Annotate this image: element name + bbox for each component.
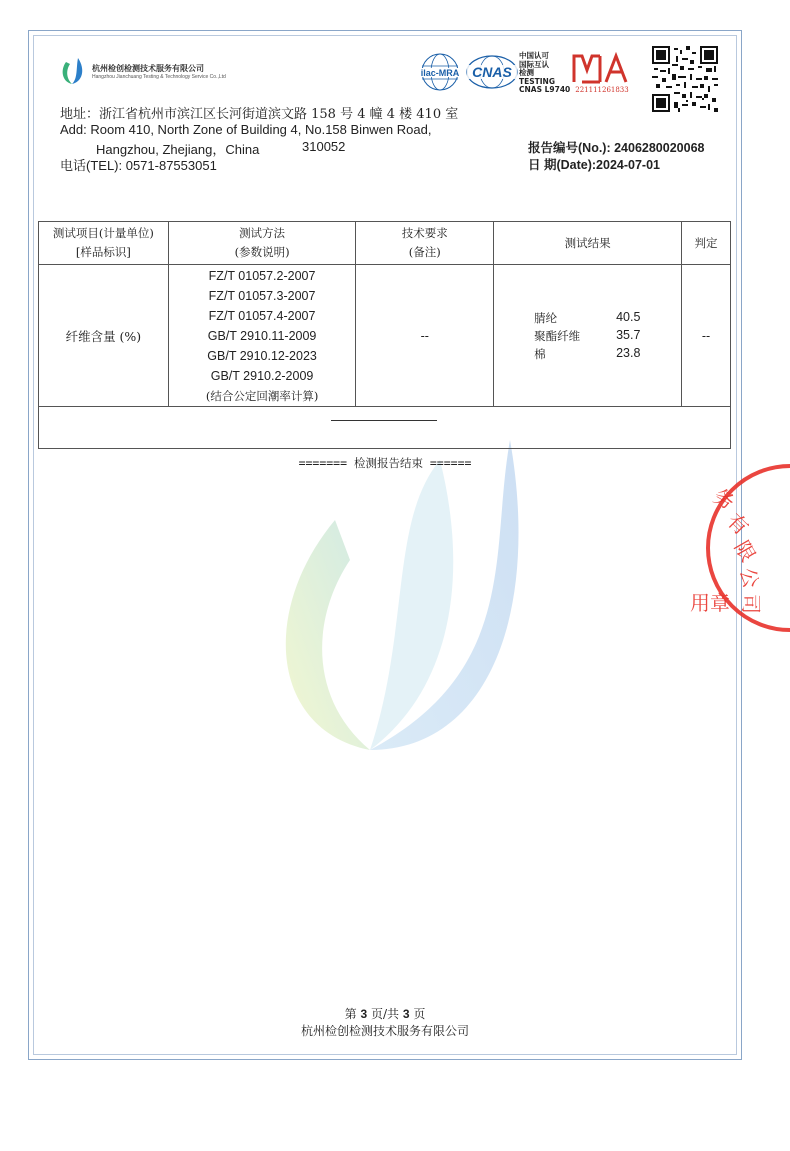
header-requirement: 技术要求 (备注)	[356, 222, 494, 265]
cnas-accreditation-text: 中国认可 国际互认 检测 TESTING CNAS L9740	[519, 51, 571, 94]
header-method: 测试方法 (参数说明)	[168, 222, 356, 265]
table-row	[39, 265, 731, 407]
report-end-text: ======= 检测报告结束 ======	[298, 456, 472, 470]
zip-code: 310052	[302, 139, 346, 154]
cell-requirement: --	[356, 265, 494, 407]
end-divider	[331, 420, 437, 421]
cell-results: 腈纶 40.5 聚酯纤维 35.7 棉 23.8	[494, 265, 682, 407]
address-cn: 地址：浙江省杭州市滨江区长河街道滨文路 158 号 4 幢 4 楼 410 室	[60, 107, 459, 122]
header-item: 测试项目(计量单位) [样品标识]	[39, 222, 169, 265]
header-judgement: 判定	[682, 222, 731, 265]
qr-code-icon[interactable]	[652, 46, 718, 112]
cma-logo	[570, 52, 632, 86]
header-result: 测试结果	[494, 222, 682, 265]
cnas-logo	[466, 55, 518, 89]
svg-text:务: 务	[709, 483, 739, 515]
page-number: 第 3 页/共 3 页	[344, 1007, 426, 1021]
svg-text:司: 司	[739, 594, 763, 614]
footer-company-name: 杭州检创检测技术服务有限公司	[300, 1024, 469, 1038]
cell-judgement: --	[682, 265, 731, 407]
svg-text:有: 有	[722, 508, 754, 540]
address-en-line1: Add: Room 410, North Zone of Building 4, No.158 Binwen Road,	[60, 122, 432, 137]
svg-text:公: 公	[735, 565, 764, 591]
results-table	[38, 221, 731, 449]
cma-code: 221111261833	[575, 86, 629, 94]
cell-item: 纤维含量 (%)	[39, 265, 169, 407]
report-number: 报告编号(No.): 2406280020068	[528, 141, 705, 155]
company-name-en: Hangzhou Jianchuang Testing & Technology Service Co.,Ltd	[92, 74, 226, 80]
table-row-empty	[39, 407, 731, 449]
ilac-label: ilac-MRA	[420, 68, 460, 78]
table-header-row	[39, 222, 731, 265]
address-en-line2: Hangzhou, Zhejiang，China	[96, 142, 260, 157]
company-seal-stamp	[660, 460, 790, 635]
company-logo-icon	[58, 56, 88, 86]
telephone: 电话(TEL): 0571-87553051	[60, 158, 217, 173]
watermark-logo	[240, 430, 540, 760]
cell-methods: FZ/T 01057.2-2007 FZ/T 01057.3-2007 FZ/T 01057.4-2007 GB/T 2910.11-2009 GB/T 2910.12-2023 GB/T 2910.2-2009 (结合公定回潮率计算)	[168, 265, 356, 407]
report-date: 日 期(Date):2024-07-01	[528, 158, 660, 172]
cnas-logo-text: CNAS	[472, 64, 512, 80]
ilac-mra-logo	[417, 52, 463, 92]
cell-empty	[39, 407, 731, 449]
company-name-cn: 杭州检创检测技术服务有限公司	[92, 64, 204, 73]
svg-text:限: 限	[729, 536, 761, 566]
svg-text:用章: 用章	[690, 591, 730, 615]
